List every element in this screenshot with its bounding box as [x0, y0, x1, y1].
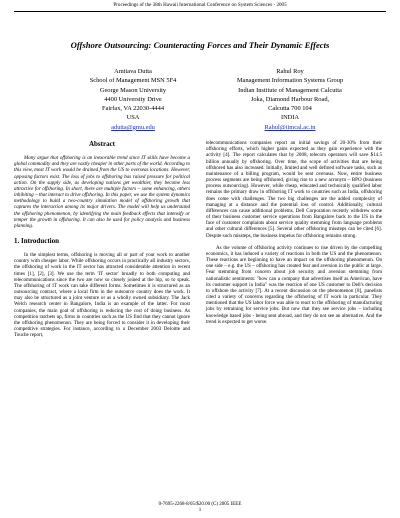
author-address: 4400 University Drive: [104, 95, 162, 103]
abstract-heading: Abstract: [88, 140, 116, 148]
page-footer: [0, 502, 400, 514]
author-country: USA: [126, 114, 140, 122]
author-institution: George Mason University: [99, 86, 167, 94]
author-email-link[interactable]: Rahul@iimcal.ac.in: [264, 123, 316, 131]
author-email-link[interactable]: adutta@gmu.edu: [111, 123, 155, 131]
author-city: Calcutta 700 104: [268, 105, 312, 113]
paper-title: Offshore Outsourcing: Counteracting Forces and Their Dynamic Effects: [70, 40, 330, 50]
author-address: Joka, Diamond Harbour Road,: [250, 95, 330, 103]
isbn-line: 0-7695-2268-8/05/$20.00 (C) 2005 IEEE: [158, 502, 242, 507]
introduction-paragraph: In the simplest terms, offshoring is moving all or part of your work to another country with cheaper labor. While offshoring occurs in practically all industry sectors, the offshoring of work in the IT sector has attracted considerable attention in recent times [1], [2], [3]. We use the term 'IT sector' broadly to both computing and telecommunications since the two are now so closely joined at the hip, so to speak. The offshoring of IT work can take different forms. Sometimes it is structured as an outsourcing contract, where a local firm in the outsource country does the work. It may also be structured as a joint venture or as a wholly owned subsidiary. The Jack Welch research center in Bangalore, India is an example of the latter. For most companies, the main goal of offshoring is reducing the cost of doing business. As competition ratchets up, firms in countries such as the US find that they cannot ignore the offshoring phenomenon. They are being forced to consider it in developing their competitive strategies. For instance, according to a December 2003 Deloitte and Touche report,: [14, 252, 190, 339]
author-block-2: [190, 67, 390, 132]
left-column: [14, 140, 190, 498]
header-rule: [14, 11, 386, 12]
author-institution: Indian Institute of Management Calcutta: [238, 86, 342, 94]
author-name: Rahul Roy: [276, 68, 304, 75]
body-paragraph: telecommunications companies report an initial savings of 20-30% from their offshoring efforts, which higher gains expected as they gain experience with the activity [4]. The report calculates that by 2008, telecom operators will save $14.5 billion annually by offshoring. Over time, the scope of activities that are being offshored has also increased. Initially, limited and well defined software tasks, such as maintenance of a billing program, would be sent overseas. Now, entire business process segments are being offshored, giving rise to a new acronym – BPO (business process outsourcing). However, while cheap, educated and technically qualified labor remains the primary draw in offshoring IT work to countries such as India, offshoring does come with challenges. The two big challenges are the added complexity of managing at a distance and the potential loss of control. Additionally, cultural differences can cause additional problems. Dell Corporation recently withdrew some of their business customer service operations from Bangalore back to the US in the face of customer complaints about service quality stemming from language problems and other cultural differences [5]. Several other offshoring missteps can be cited [6]. Despite such missteps, the business impetus for offshoring remains strong.: [206, 140, 382, 239]
abstract-text: Many argue that offshoring is an inexorable trend since IT skills have become a global commodity and they are vastly cheaper in other parts of the world. According to this view, most IT work would be drained from the US to overseas locations. However, opposing factors exist. The loss of jobs to offshoring has raised pressure for political action. On the supply side, as developing nations get wealthier, they become less attractive for offshoring. In short, there are multiple factors – some enhancing, others inhibiting – that interact to drive offshoring. In this paper, we use the system dynamics methodology to build a two-country simulation model of offshoring growth that captures the interaction among its major drivers. The model will help us understand the offshoring phenomenon, by identifying the main feedback effects that intensify or temper the growth in offshoring. It can also be used for policy analysis and business planning.: [14, 155, 190, 229]
proceedings-header: Proceedings of the 38th Hawaii International Conference on System Sciences - 2005: [113, 3, 287, 8]
author-name: Amitava Dutta: [114, 68, 152, 75]
author-affiliation: School of Management MSN 5F4: [89, 77, 177, 85]
right-column: [206, 140, 382, 498]
page-number: 1: [198, 508, 202, 513]
author-country: INDIA: [280, 114, 300, 122]
author-affiliation: Management Information Systems Group: [236, 77, 344, 85]
author-city: Fairfax, VA 22030-4444: [101, 105, 165, 113]
body-paragraph: As the volume of offshoring activity continues to rise driven by the compelling economics, it has induced a variety of reactions in both the US and the phenomenon. These reactions are beginning to have an impact on the offshoring phenomenon. On one side – e.g. the US – offshoring has created fear and aversion in the public at large. Fear stemming from concern about job security and aversion stemming from nationalistic sentiments: "how can a company that advertises itself as American, have its customer support in India" was the reaction of one US customer to Dell's decision to offshore the activity [7]. At a recent discussion on the phenomenon [8], panelists cited a variety of concerns regarding the offshoring of IT work in particular. They mentioned that the US labor force was able to react to the offshoring of manufacturing jobs by retraining for service jobs. But now that they see service jobs – including knowledge based jobs - being sent abroad, and they do not see an alternative. And the trend is expected to get worse.: [206, 244, 382, 325]
introduction-heading: 1. Introduction: [14, 237, 59, 246]
